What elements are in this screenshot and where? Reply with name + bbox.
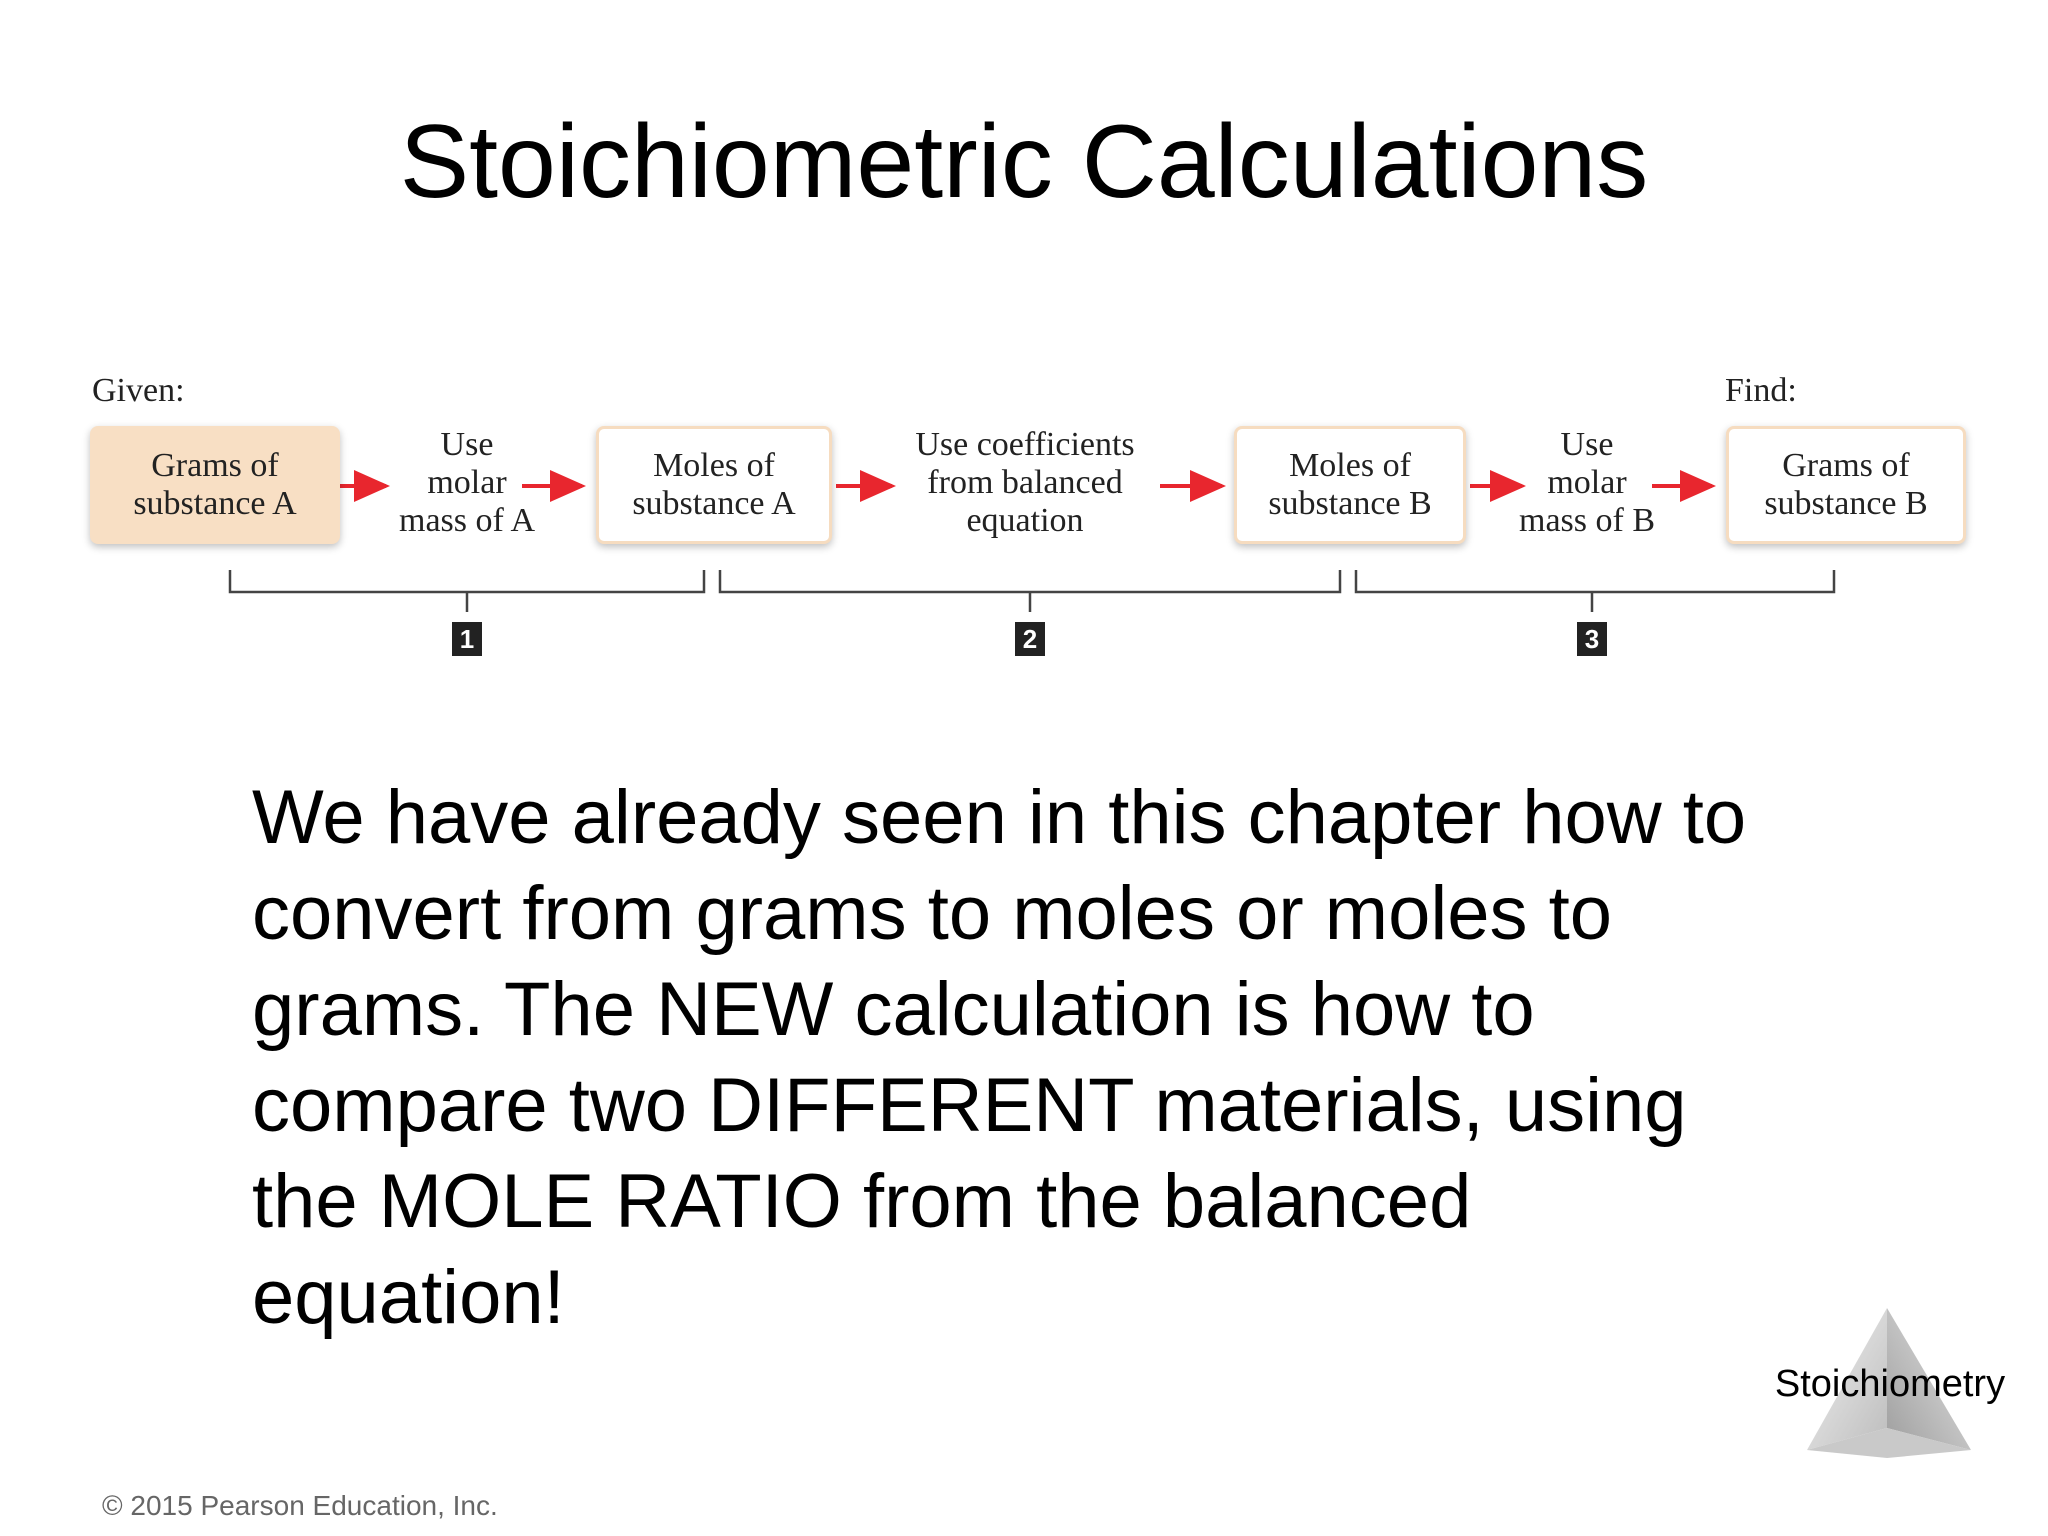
grams-of-substance-b-box: Grams of substance B bbox=[1726, 426, 1966, 544]
find-label: Find: bbox=[1725, 372, 1797, 409]
bracket-3 bbox=[1356, 570, 1834, 612]
stoichiometry-flow-diagram bbox=[0, 360, 2048, 680]
step-number-2: 2 bbox=[1015, 622, 1045, 656]
slide-body-text: We have already seen in this chapter how to convert from grams to moles or moles to grams. The NEW calculation is how to compare two DIFFERENT materials, using the MOLE RATIO from the balanced equation! bbox=[252, 775, 1747, 1340]
given-label: Given: bbox=[92, 372, 185, 409]
slide-title: Stoichiometric Calculations bbox=[399, 104, 1649, 220]
step-molar-mass-b: Use molar mass of B bbox=[1519, 426, 1655, 539]
step-number-1: 1 bbox=[452, 622, 482, 656]
bracket-2 bbox=[720, 570, 1340, 612]
bracket-1 bbox=[230, 570, 704, 612]
moles-of-substance-a-box: Moles of substance A bbox=[596, 426, 832, 544]
moles-of-substance-b-box: Moles of substance B bbox=[1234, 426, 1466, 544]
grams-of-substance-a-box: Grams of substance A bbox=[90, 426, 340, 544]
stoichiometry-label: Stoichiometry bbox=[1774, 1363, 2006, 1405]
step-coefficients: Use coefficients from balanced equation bbox=[915, 426, 1135, 539]
step-number-3: 3 bbox=[1577, 622, 1607, 656]
step-molar-mass-a: Use molar mass of A bbox=[399, 426, 535, 539]
copyright-notice: © 2015 Pearson Education, Inc. bbox=[102, 1490, 498, 1521]
